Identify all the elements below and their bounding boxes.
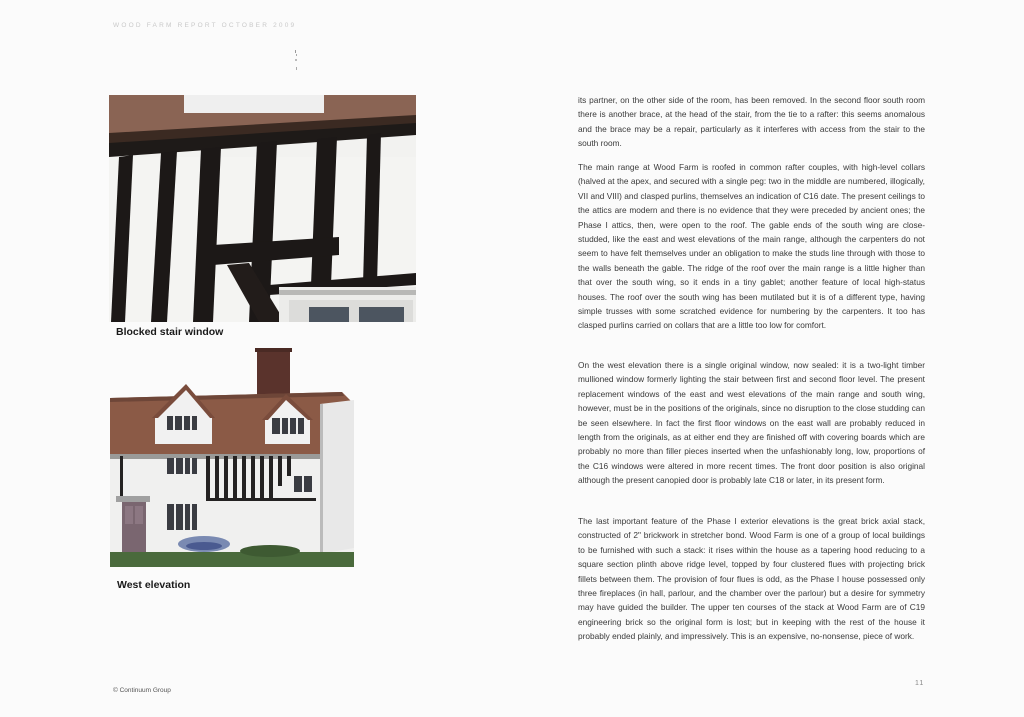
body-paragraph: its partner, on the other side of the room, has been removed. In the second floor south room there is another brace, at the head of the stair, from the tie to a rafter: this seems anomalous and the brace may be a repair, particularly as it interferes with access from the stair to the south room.	[578, 95, 925, 149]
binding-mark	[294, 50, 299, 72]
copyright-footer: © Continuum Group	[113, 687, 171, 694]
body-paragraph: On the west elevation there is a single original window, now sealed: it is a two-light timber mullioned window formerly lighting the stair between first and second floor level. The present replacement windows of the east and west elevations of the main range and south wing, however, must be in the positions of the originals, since no disruption to the close studding can be seen elsewhere. In fact the first floor windows on the east wall are probably reduced in length from the originals, as at either end they are finished off with covering boards which are probably no more than filler pieces inserted when the unfashionably long, low, proportions of the C16 windows were altered in more recent times. The front door position is also original although the present canopied door is probably late C18 or later, in its present form.	[578, 360, 925, 486]
photo-west-elevation	[110, 348, 354, 567]
figure-caption: West elevation	[117, 579, 191, 591]
body-paragraph: The last important feature of the Phase I exterior elevations is the great brick axial stack, constructed of 2" brickwork in stretcher bond. Wood Farm is one of a group of local buildings to be furnished with such a stack: it rises within the house as a tapering hood reducing to a square section plinth above ridge level, topped by four clustered flues with projecting brick fillets between them. The provision of four flues is odd, as the Phase I house possessed only three fireplaces (in hall, parlour, and the chamber over the parlour) but a desire for symmetry may have guided the builder. The upper ten courses of the stack at Wood Farm are of C19 engineering brick so the original form is lost; but in keeping with the rest of the house it probably ended plainly, and impressively. This is an expensive, no-nonsense, piece of work.	[578, 516, 925, 642]
body-paragraph: The main range at Wood Farm is roofed in common rafter couples, with high-level collars (halved at the apex, and secured with a single peg: two in the middle are numbered, illogically, VII and VIII) and clasped purlins, themselves an indication of C16 date. The present ceilings to the attics are modern and there is no evidence that they were preceded by ancient ones; the Phase I attics, then, were open to the roof. The gable ends of the south wing are close-studded, like the east and west elevations of the main range, although the carpenters do not seem to have felt themselves under an obligation to make the studs line through with those to the walls beneath the gable. The ridge of the roof over the main range is a little higher than that over the south wing, so it ends in a tiny gablet; another feature of local high-status houses. The roof over the south wing has been mutilated but it is of a different type, having simple trusses with some scratched evidence for numbering by the carpenters. It too has clasped purlins carried on collars that are a little too low for comfort.	[578, 162, 925, 331]
figure-caption: Blocked stair window	[116, 326, 224, 338]
running-header: WOOD FARM REPORT OCTOBER 2009	[113, 22, 297, 29]
page-number: 11	[915, 680, 925, 687]
photo-blocked-stair-window	[109, 95, 416, 322]
